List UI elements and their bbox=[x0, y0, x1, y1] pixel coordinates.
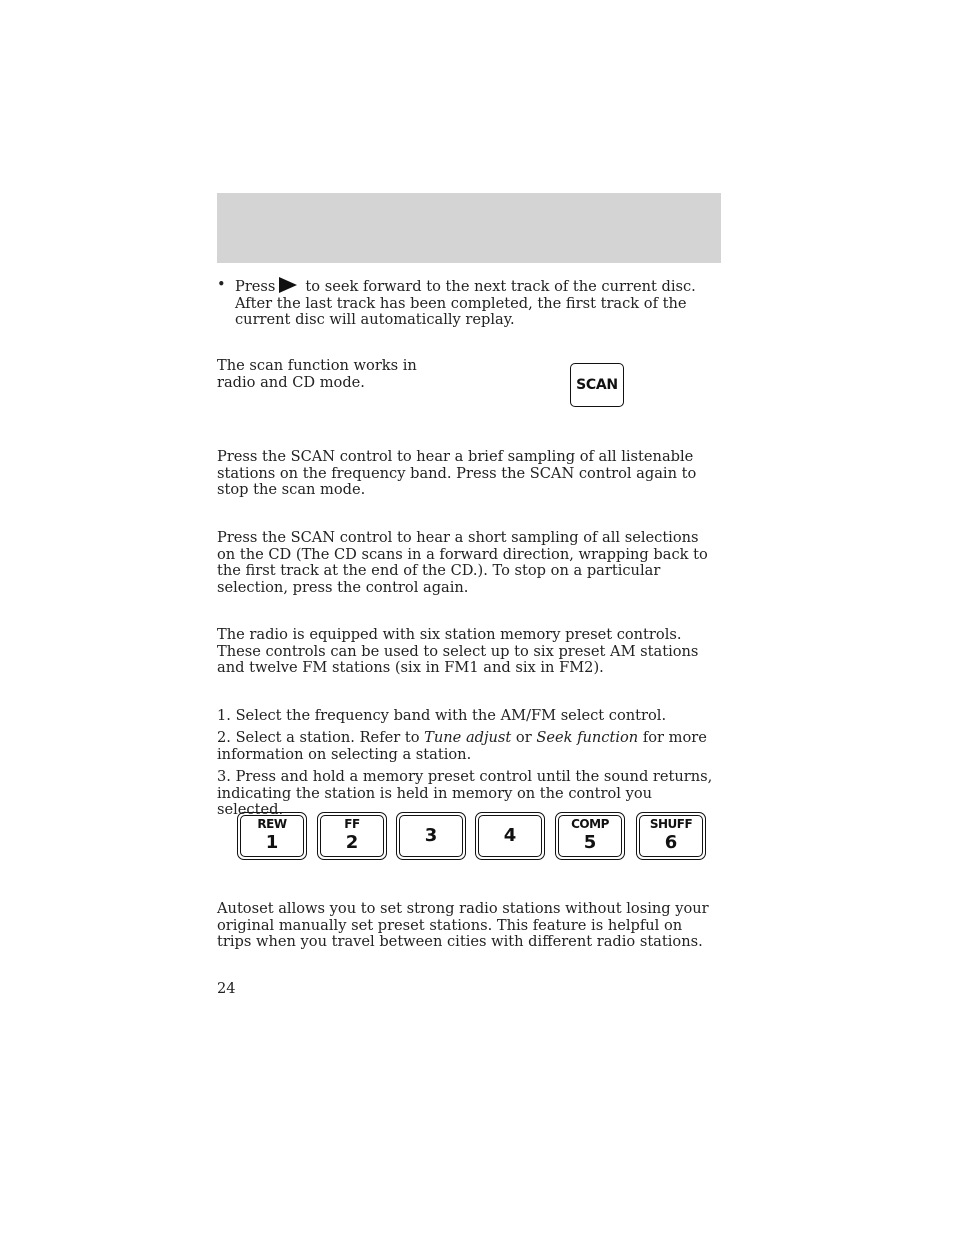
bullet-marker: • bbox=[217, 276, 226, 293]
tune-adjust-ref: Tune adjust bbox=[424, 729, 512, 746]
preset-2-number: 2 bbox=[345, 832, 359, 853]
preset-5-number: 5 bbox=[583, 832, 597, 853]
preset-2-label: FF bbox=[344, 817, 360, 831]
bullet-text-post: to seek forward to the next track of the current disc. After the last track has been completed, the first track of the current disc will automatically replay. bbox=[235, 278, 696, 329]
step-1-text: 1. Select the frequency band with the AM/FM select control. bbox=[217, 707, 667, 724]
preset-6-button-icon bbox=[636, 812, 706, 860]
seek-forward-text bbox=[235, 277, 715, 329]
play-seek-forward-icon bbox=[277, 277, 299, 293]
radio-scan-text: Press the SCAN control to hear a brief sampling of all listenable stations on the frequency band. Press the SCAN control again to stop the scan mode. bbox=[217, 448, 697, 499]
preset-2-button-icon bbox=[317, 812, 387, 860]
preset-1-number: 1 bbox=[265, 832, 279, 853]
page-number: 24 bbox=[217, 980, 236, 997]
preset-6-number: 6 bbox=[664, 832, 678, 853]
autoset-text: Autoset allows you to set strong radio stations without losing your original manually set preset stations. This feature is helpful on trips when you travel between cities with different radio stations. bbox=[217, 900, 709, 951]
preset-5-button-icon bbox=[555, 812, 625, 860]
preset-3-button-icon bbox=[396, 812, 466, 860]
step-3-text: 3. Press and hold a memory preset control until the sound returns, indicating the station is held in memory on the control you selected. bbox=[217, 768, 713, 819]
scan-button-icon bbox=[570, 363, 624, 407]
bullet-text-pre: Press bbox=[235, 278, 276, 295]
preset-buttons-row bbox=[237, 812, 707, 860]
step-2-mid: or bbox=[515, 729, 532, 746]
preset-4-number: 4 bbox=[503, 825, 517, 846]
preset-4-button-icon bbox=[475, 812, 545, 860]
step-2-post: for more information on selecting a station. bbox=[217, 729, 707, 763]
presets-intro-text: The radio is equipped with six station memory preset controls. These controls can be used to select up to six preset AM stations and twelve FM stations (six in FM1 and six in FM2). bbox=[217, 626, 699, 677]
cd-scan-text: Press the SCAN control to hear a short sampling of all selections on the CD (The CD scans in a forward direction, wrapping back to the first track at the end of the CD.). To stop on a particular selection, press the control again. bbox=[217, 529, 708, 596]
section-header-band bbox=[217, 193, 721, 263]
preset-6-label: SHUFF bbox=[649, 817, 693, 831]
scan-intro-text: The scan function works in radio and CD mode. bbox=[217, 357, 417, 391]
scan-button-label: SCAN bbox=[576, 376, 618, 393]
preset-5-label: COMP bbox=[571, 817, 609, 831]
preset-3-number: 3 bbox=[424, 825, 438, 846]
seek-function-ref: Seek function bbox=[536, 729, 639, 746]
preset-1-button-icon bbox=[237, 812, 307, 860]
step-2-pre: 2. Select a station. Refer to bbox=[217, 729, 420, 746]
preset-1-label: REW bbox=[257, 817, 287, 831]
step-2-text bbox=[217, 730, 717, 763]
